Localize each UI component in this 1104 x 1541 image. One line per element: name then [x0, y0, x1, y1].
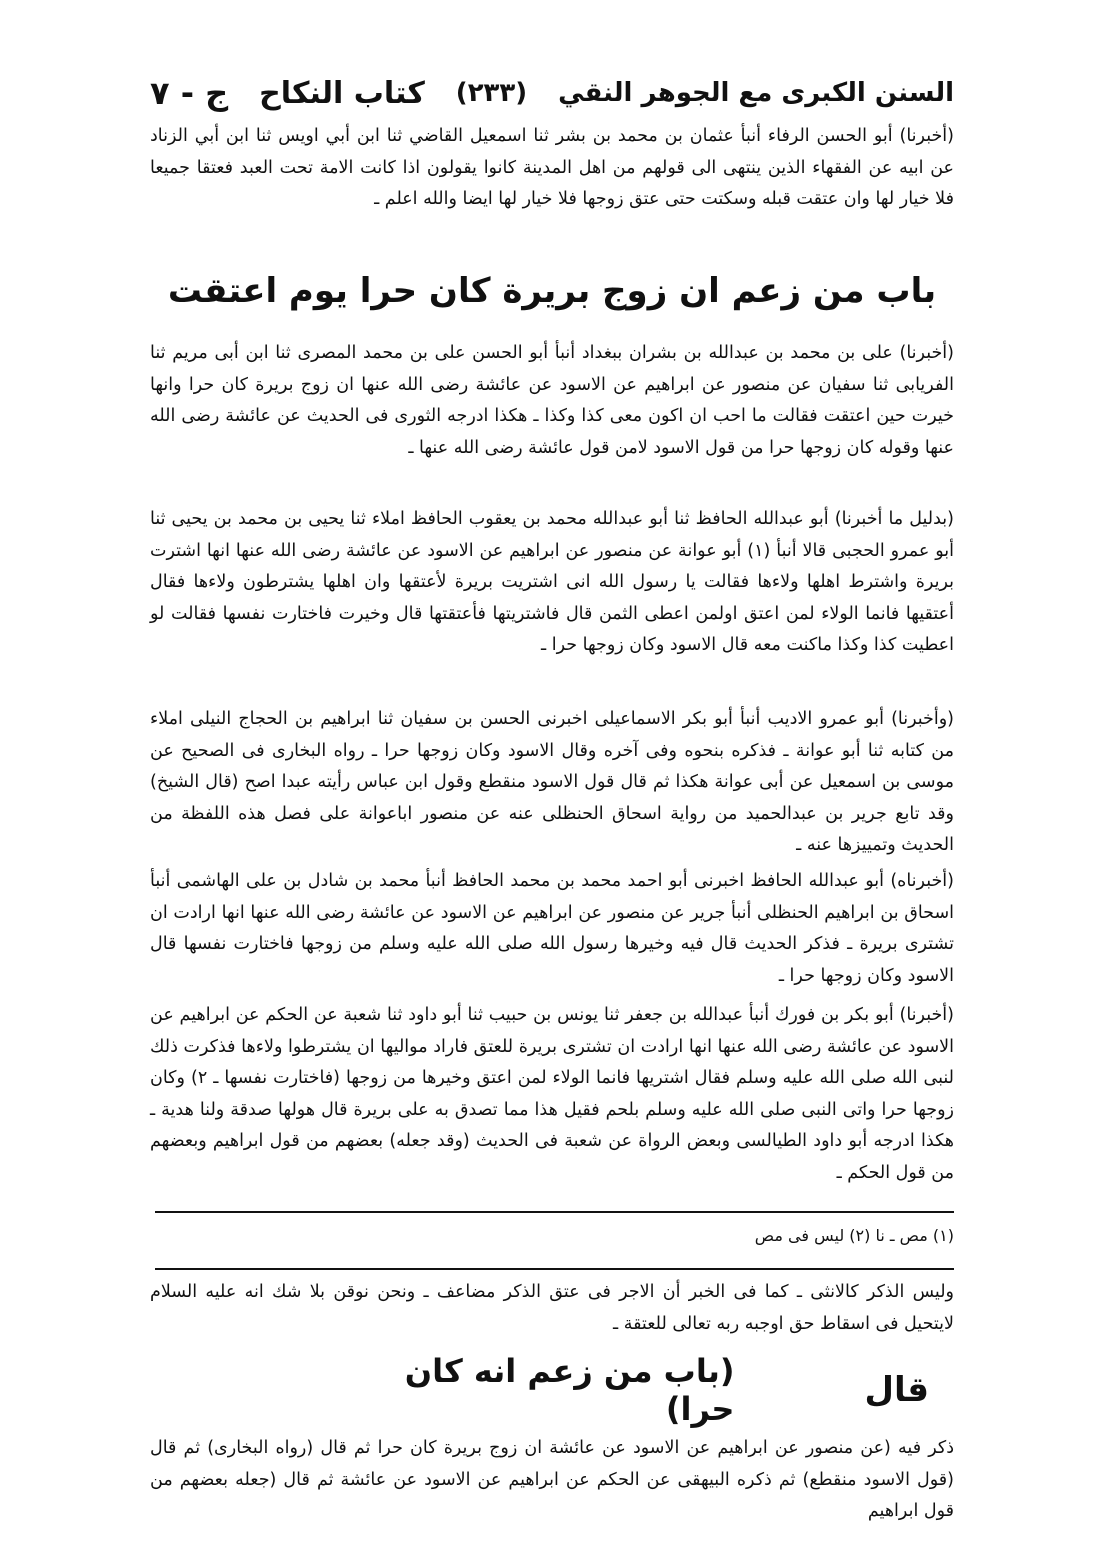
- jawhar-heading: [380, 1352, 954, 1428]
- volume-label: ج - ٧: [150, 74, 229, 112]
- page-number: (٢٣٣): [455, 78, 528, 108]
- qal-label: قال: [864, 1370, 929, 1410]
- commentary-divider: [155, 1268, 954, 1270]
- jawhar-paragraph-2: ذكر فيه (عن منصور عن ابراهيم عن الاسود عن عائشة ان زوج بريرة كان حرا ثم قال (رواه البخارى) ثم قال (قول الاسود منقطع) ثم ذكره البيهقى عن الحكم عن ابراهيم عن الاسود عن عائشة ثم قال (جعله بعضهم من قول ابراهيم: [150, 1438, 954, 1521]
- chapter-title: كتاب النكاح: [259, 75, 425, 111]
- body-paragraph-5: (أخبرناه) أبو عبدالله الحافظ اخبرنى أبو احمد محمد بن محمد الحافظ أنبأ محمد بن شادل بن على الهاشمى أنبأ اسحاق بن ابراهيم الحنظلى أنبأ جرير عن منصور عن ابراهيم عن الاسود عن عائشة رضى الله عنها انها ارادت ان تشترى بريرة ـ فذكر الحديث قال فيه وخيرها رسول الله صلى الله عليه وسلم من زوجها فاختارت نفسها قال الاسود وكان زوجها حرا ـ: [150, 871, 954, 986]
- body-paragraph-3: (بدليل ما أخبرنا) أبو عبدالله الحافظ ثنا أبو عبدالله محمد بن يعقوب الحافظ املاء ثنا يحيى بن محمد بن يحيى ثنا أبو عمرو الحجبى قالا أنبأ (١) أبو عوانة عن منصور عن ابراهيم عن الاسود عن عائشة رضى الله عنها انها اشترت بريرة واشترط اهلها ولاءها فقالت يا رسول الله انى اشتريت بريرة لأعتقها وان اهلها يشترطون ولاءها فقال أعتقيها فانما الولاء لمن اعتق اولمن اعطى الثمن قال فاشتريتها فأعتقتها قال وخيرت فاختارت نفسها فقالت لو اعطيت كذا وكذا ماكنت معه قال الاسود وكان زوجها حرا ـ: [150, 509, 954, 655]
- jawhar-paragraph-1: وليس الذكر كالانثى ـ كما فى الخبر أن الاجر فى عتق الذكر مضاعف ـ ونحن نوقن بلا شك انه عليه السلام لايتحيل فى اسقاط حق اوجبه ربه تعالى للعتقة ـ: [150, 1282, 954, 1334]
- body-paragraph-6: (أخبرنا) أبو بكر بن فورك أنبأ عبدالله بن جعفر ثنا يونس بن حبيب ثنا أبو داود ثنا شعبة عن الحكم عن ابراهيم عن الاسود عن عائشة رضى الله عنها انها ارادت ان تشترى بريرة للعتق فاراد مواليها ان يشترطوا ولاءها فذكرت ذلك لنبى الله صلى الله عليه وسلم فقال اشتريها فانما الولاء لمن اعتق وخيرها من زوجها (فاختارت نفسها ـ ٢) وكان زوجها حرا واتى النبى صلى الله عليه وسلم بلحم فقيل هذا مما تصدق به على بريرة قال هولها صدقة ولنا هدية ـ هكذا ادرجه أبو داود الطيالسى وبعض الرواة عن شعبة فى الحديث (وقد جعله) بعضهم من قول ابراهيم وبعضهم من قول الحكم ـ: [150, 1005, 954, 1183]
- book-title: السنن الكبرى مع الجوهر النقي: [558, 78, 954, 108]
- section-heading: باب من زعم ان زوج بريرة كان حرا يوم اعتقت: [167, 271, 937, 311]
- body-paragraph-4: (وأخبرنا) أبو عمرو الاديب أنبأ أبو بكر الاسماعيلى اخبرنى الحسن بن سفيان ثنا ابراهيم بن الحجاج النيلى املاء من كتابه ثنا أبو عوانة ـ فذكره بنحوه وفى آخره وقال الاسود وكان زوجها حرا ـ رواه البخارى فى الصحيح عن موسى بن اسمعيل عن أبى عوانة هكذا ثم قال قول الاسود منقطع وقول ابن عباس رأيته عبدا اصح (قال الشيخ) وقد تابع جرير بن عبدالحميد من رواية اسحاق الحنظلى عنه عن منصور اباعوانة على فصل هذه اللفظة من الحديث وتمييزها عنه ـ: [150, 709, 954, 855]
- running-head: [150, 70, 954, 116]
- footnote-divider: [155, 1211, 954, 1213]
- footnotes: (١) مص ـ نا (٢) ليس فى مص: [754, 1226, 954, 1245]
- body-paragraph-2: (أخبرنا) على بن محمد بن عبدالله بن بشران ببغداد أنبأ أبو الحسن على بن محمد المصرى ثنا ابن أبى مريم ثنا الفريابى ثنا سفيان عن منصور عن ابراهيم عن الاسود عن عائشة رضى الله عنها ان زوج بريرة كان حرا وانها خيرت حين اعتقت فقالت ما احب ان اكون معى كذا وكذا ـ هكذا ادرجه الثورى فى الحديث عن عائشة رضى الله عنها وقوله كان زوجها حرا من قول الاسود لامن قول عائشة رضى الله عنها ـ: [150, 343, 954, 458]
- body-paragraph-1: (أخبرنا) أبو الحسن الرفاء أنبأ عثمان بن محمد بن بشر ثنا اسمعيل القاضي ثنا ابن أبي اويس ثنا ابن أبي الزناد عن ابيه عن الفقهاء الذين ينتهى الى قولهم من اهل المدينة كانوا يقولون اذا كانت الامة تحت العبد فعتقا جميعا فلا خيار لها وان عتقت قبله وسكتت حتى عتق زوجها فلا خيار لها ايضا والله اعلم ـ: [150, 126, 954, 209]
- jawhar-section-heading: (باب من زعم انه كان حرا): [404, 1352, 735, 1428]
